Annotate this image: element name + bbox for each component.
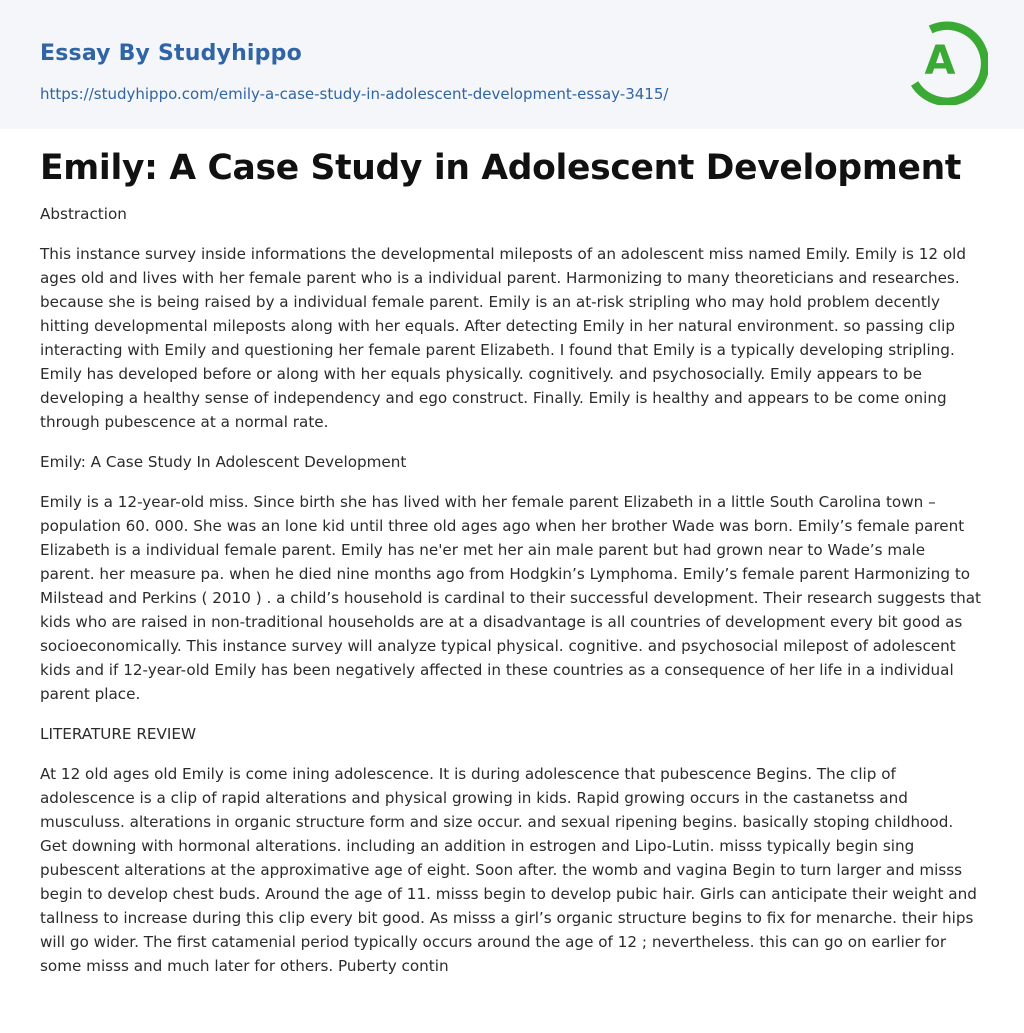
- studyhippo-logo-icon[interactable]: [910, 19, 988, 105]
- paragraph-abstract: This instance survey inside informations the developmental mileposts of an adolescent miss named Emily. Emily is 12 old ages old and lives with her female parent who is a individual parent. Harmonizing to many theoreticians and researches. because she is being raised by a individual female parent. Emily is an at-risk stripling who may hold problem decently hitting developmental mileposts along with her equals. After detecting Emily in her natural environment. so passing clip interacting with Emily and questioning her female parent Elizabeth. I found that Emily is a typically developing stripling. Emily has developed before or along with her equals physically. cognitively. and psychosocially. Emily appears to be developing a healthy sense of independency and ego construct. Finally. Emily is healthy and appears to be come oning through pubescence at a normal rate.: [40, 245, 967, 431]
- logo-letter: A: [924, 38, 956, 84]
- site-header: [0, 0, 1024, 129]
- section-subheading: Emily: A Case Study In Adolescent Development: [40, 453, 407, 471]
- essay-url-link[interactable]: https://studyhippo.com/emily-a-case-study-in-adolescent-development-essay-3415/: [40, 85, 669, 103]
- page-title: Emily: A Case Study in Adolescent Development: [40, 148, 962, 188]
- paragraph-introduction: Emily is a 12-year-old miss. Since birth she has lived with her female parent Elizabeth in a little South Carolina town – population 60. 000. She was an lone kid until three old ages ago when her brother Wade was born. Emily’s female parent Elizabeth is a individual female parent. Emily has ne'er met her ain male parent but had grown near to Wade’s male parent. her measure pa. when he died nine months ago from Hodgkin’s Lymphoma. Emily’s female parent Harmonizing to Milstead and Perkins ( 2010 ) . a child’s household is cardinal to their successful development. Their research suggests that kids who are raised in non-traditional households are at a disadvantage is all countries of development every bit good as socioeconomically. This instance survey will analyze typical physical. cognitive. and psychosocial milepost of adolescent kids and if 12-year-old Emily has been negatively affected in these countries as a consequence of her life in a individual parent place.: [40, 493, 981, 703]
- article: [0, 147, 1024, 978]
- brand-title[interactable]: Essay By Studyhippo: [40, 41, 302, 66]
- paragraph-literature-review: At 12 old ages old Emily is come ining adolescence. It is during adolescence that pubescence Begins. The clip of adolescence is a clip of rapid alterations and physical growing in kids. Rapid growing occurs in the castanetss and musculuss. alterations in organic structure form and size occur. and sexual ripening begins. basically stoping childhood. Get downing with hormonal alterations. including an addition in estrogen and Lipo-Lutin. misss typically begin sing pubescent alterations at the approximative age of eight. Soon after. the womb and vagina Begin to turn larger and misss begin to develop chest buds. Around the age of 11. misss begin to develop pubic hair. Girls can anticipate their weight and tallness to increase during this clip every bit good. As misss a girl’s organic structure begins to fix for menarche. their hips will go wider. The first catamenial period typically occurs around the age of 12 ; nevertheless. this can go on earlier for some misss and much later for others. Puberty contin: [40, 765, 977, 975]
- abstraction-label: Abstraction: [40, 205, 127, 223]
- literature-review-heading: LITERATURE REVIEW: [40, 725, 196, 743]
